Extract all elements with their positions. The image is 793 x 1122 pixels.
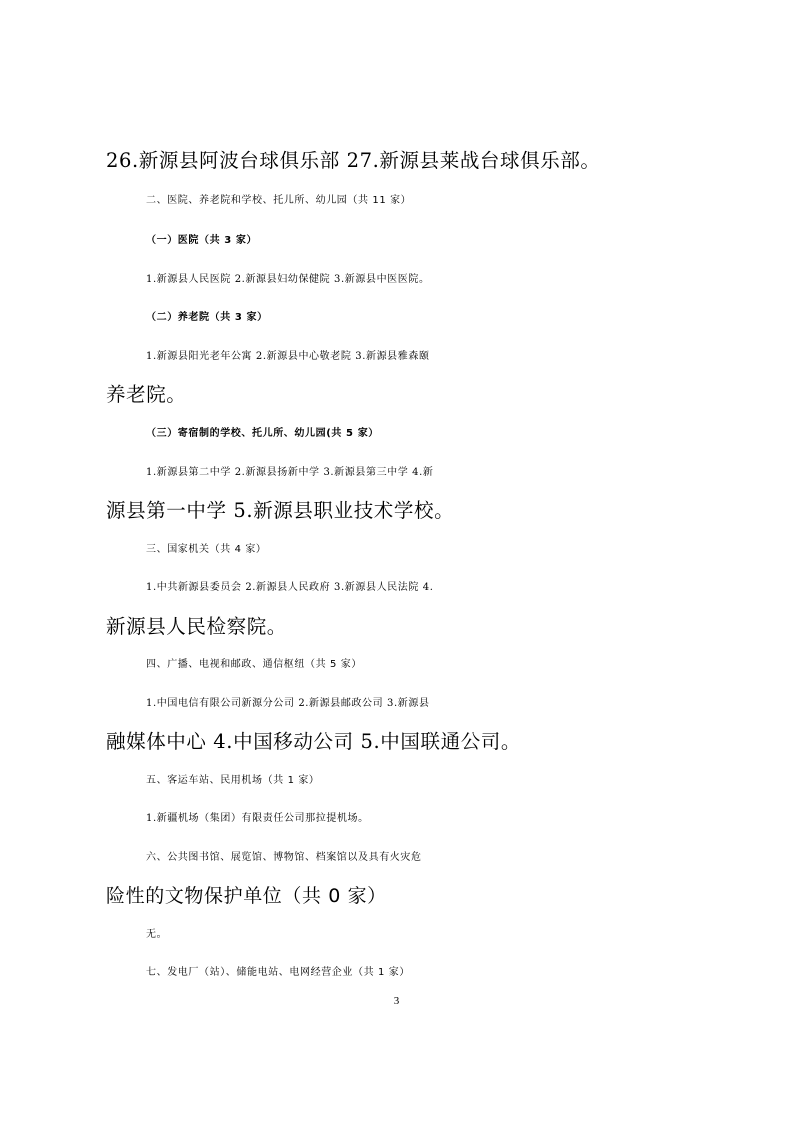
heading-section-5: 五、客运车站、民用机场（共 1 家） [146,775,320,786]
subheading-nursing-homes: （二）养老院（共 3 家） [146,312,268,323]
text-line-airport: 1.新疆机场（集团）有限责任公司那拉提机场。 [146,813,369,824]
heading-section-7: 七、发电厂（站）、储能电站、电网经营企业（共 1 家） [146,967,410,978]
text-line-agencies-2: 新源县人民检察院。 [106,615,287,638]
text-line-none: 无。 [146,929,168,940]
text-line-clubs-end: 26.新源县阿波台球俱乐部 27.新源县莱战台球俱乐部。 [106,149,601,172]
heading-section-6-line-1: 六、公共图书馆、展览馆、博物馆、档案馆以及具有火灾危 [146,852,422,863]
subheading-hospitals: （一）医院（共 3 家） [146,235,258,246]
subheading-schools: （三）寄宿制的学校、托儿所、幼儿园(共 5 家） [146,428,379,439]
heading-section-3: 三、国家机关（共 4 家） [146,544,267,555]
text-line-hospitals: 1.新源县人民医院 2.新源县妇幼保健院 3.新源县中医医院。 [146,274,430,285]
page-number: 3 [393,995,400,1007]
text-line-nursing-homes-1: 1.新源县阳光老年公寓 2.新源县中心敬老院 3.新源县雅森颐 [146,351,430,362]
text-line-agencies-1: 1.中共新源县委员会 2.新源县人民政府 3.新源县人民法院 4. [146,582,434,593]
heading-section-6-line-2: 险性的文物保护单位（共 0 家） [106,885,387,907]
heading-section-4: 四、广播、电视和邮政、通信枢纽（共 5 家） [146,659,362,670]
text-line-nursing-homes-2: 养老院。 [106,383,187,406]
text-line-telecom-1: 1.中国电信有限公司新源分公司 2.新源县邮政公司 3.新源县 [146,698,430,709]
text-line-telecom-2: 融媒体中心 4.中国移动公司 5.中国联通公司。 [106,730,522,753]
text-line-schools-1: 1.新源县第二中学 2.新源县扬新中学 3.新源县第三中学 4.新 [146,467,434,478]
text-line-schools-2: 源县第一中学 5.新源县职业技术学校。 [106,499,455,522]
heading-section-2: 二、医院、养老院和学校、托儿所、幼儿园（共 11 家） [146,195,412,206]
